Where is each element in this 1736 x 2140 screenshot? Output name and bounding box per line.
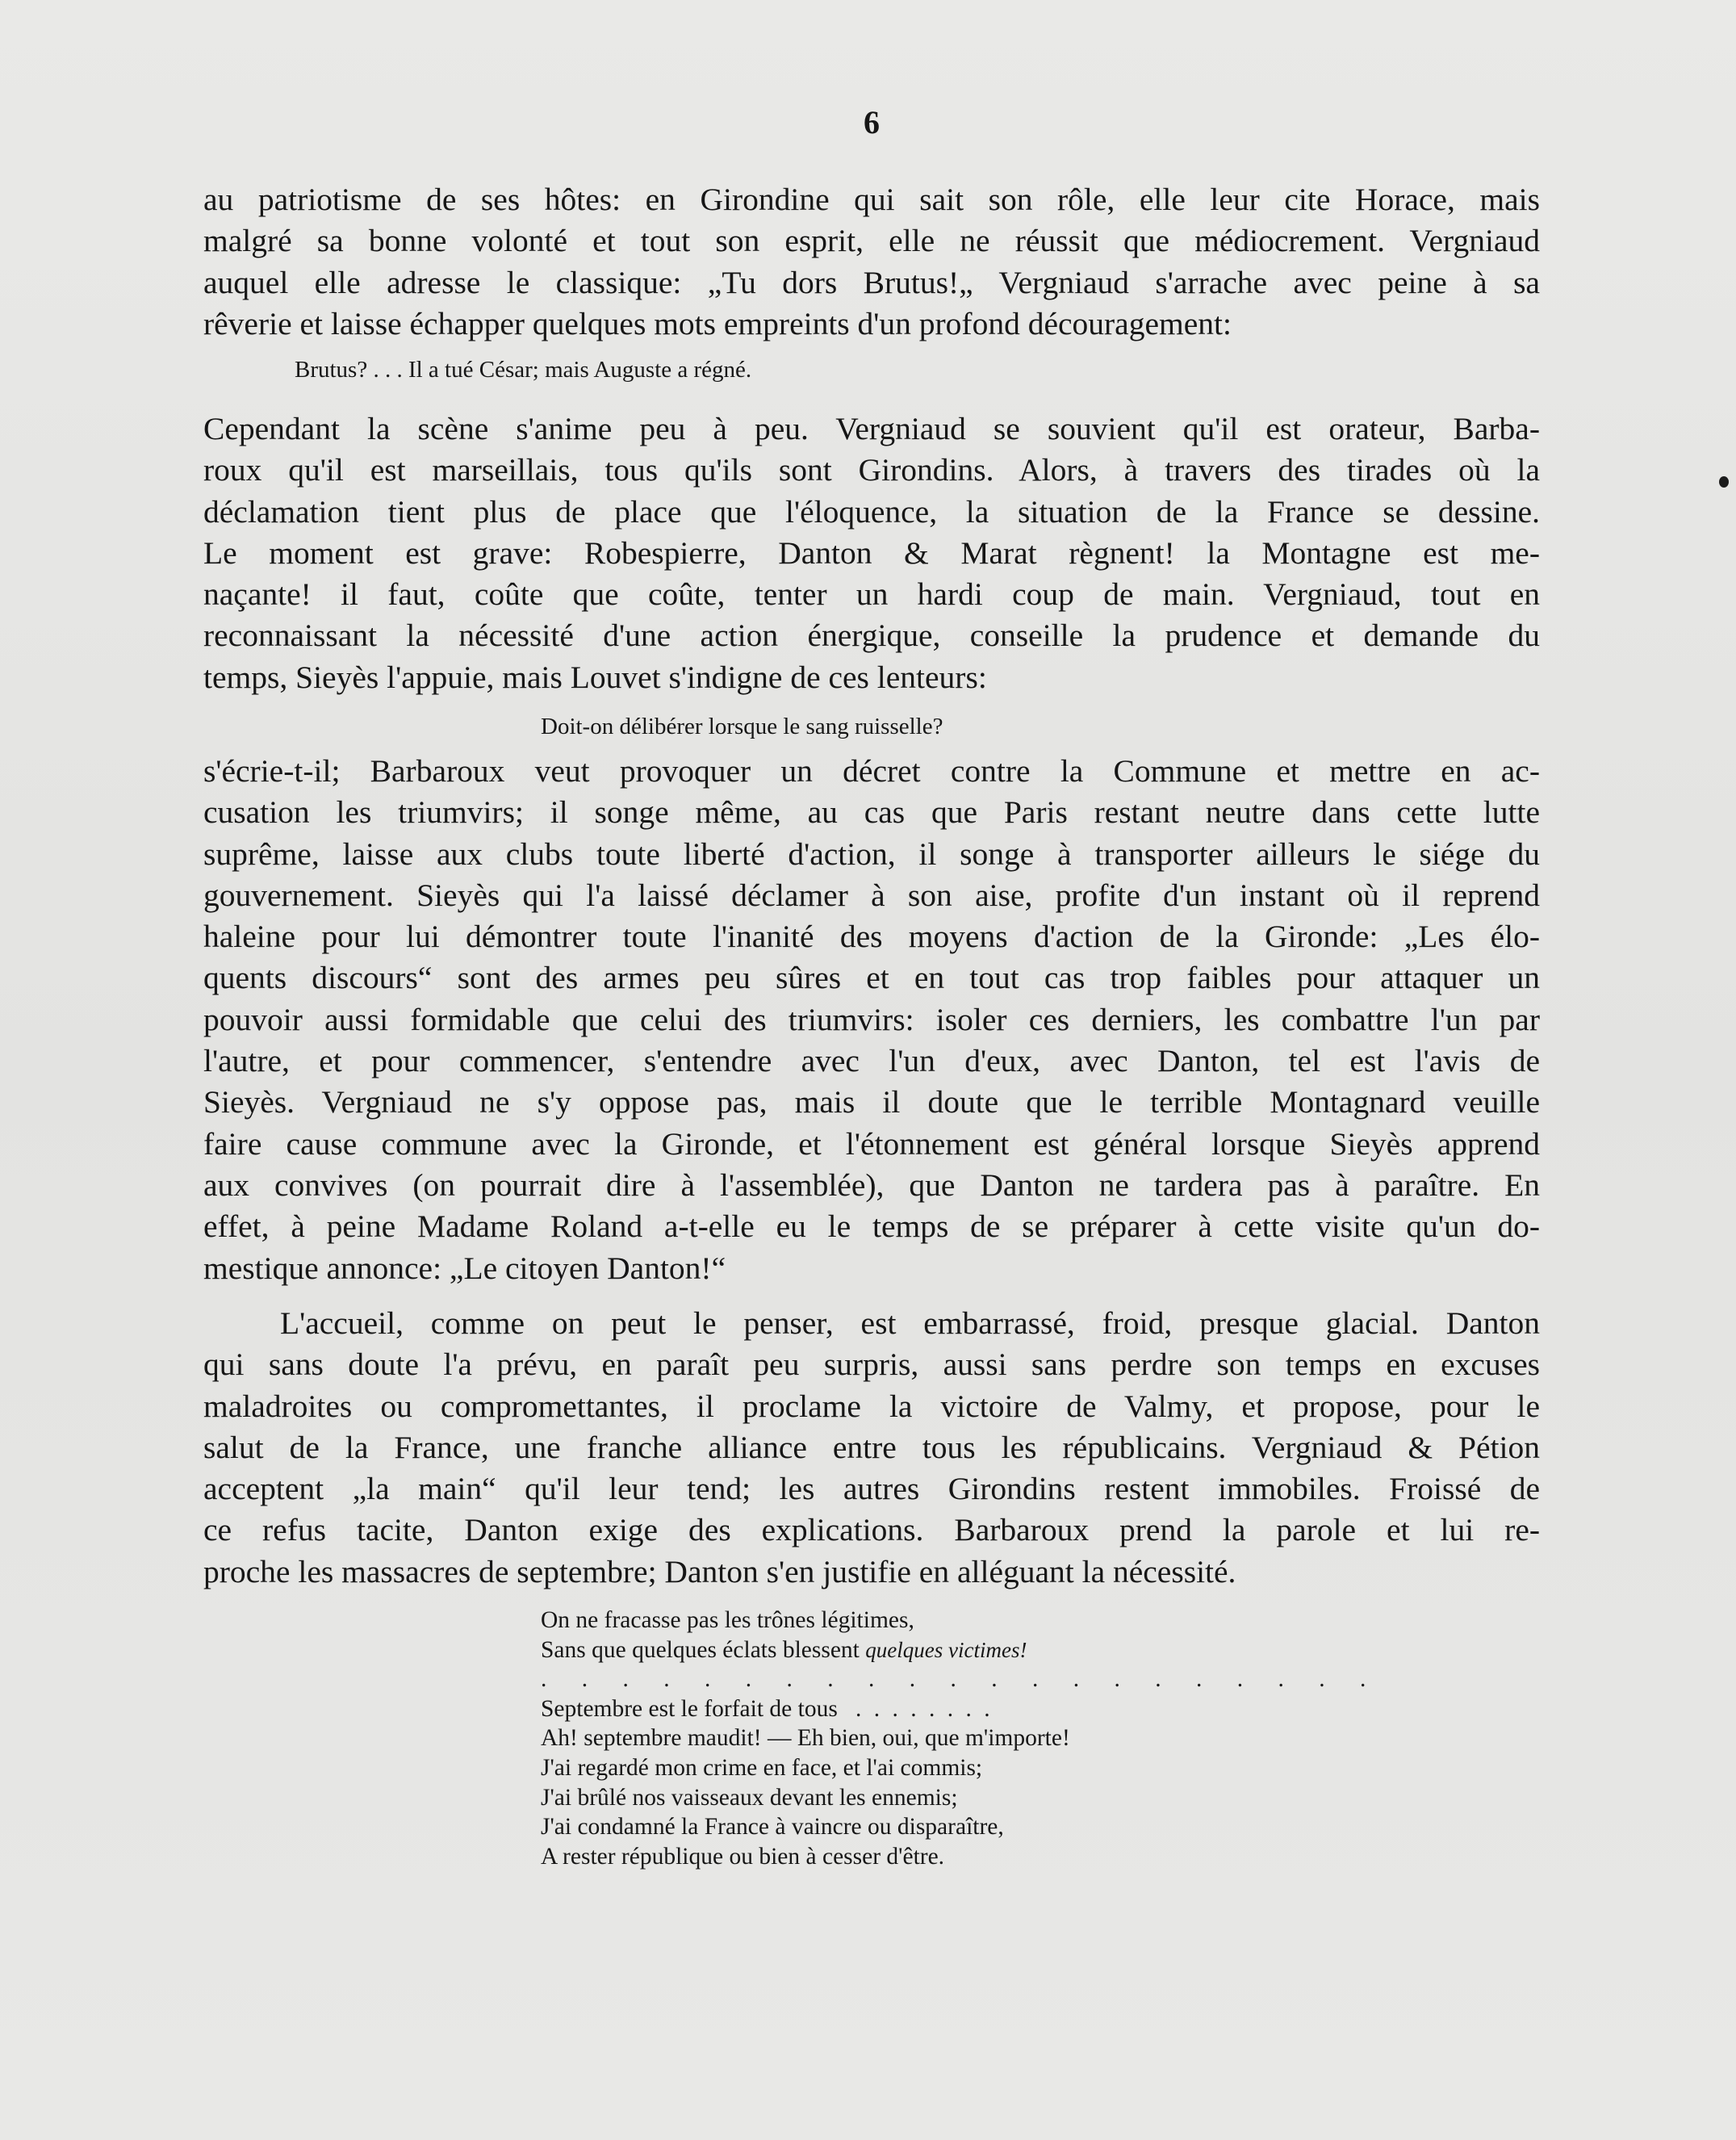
text-line: gouvernement. Sieyès qui l'a laissé déclamer à son aise, profite d'un instant où il reprend [203, 877, 1540, 913]
text-line: Sieyès. Vergniaud ne s'y oppose pas, mais il doute que le terrible Montagnard veuille [203, 1084, 1540, 1120]
verse-ellipsis-row: . . . . . . . . . . . . . . . . . . . . . [541, 1666, 1381, 1693]
text-line: faire cause commune avec la Gironde, et l'étonnement est général lorsque Sieyès apprend [203, 1125, 1540, 1162]
text-line: pouvoir aussi formidable que celui des triumvirs: isoler ces derniers, les combattre l'un par [203, 1001, 1540, 1037]
verse-line-dots: . . . . . . . . [855, 1695, 993, 1722]
text-line: déclamation tient plus de place que l'éloquence, la situation de la France se dessine. [203, 493, 1540, 530]
paragraph-1 [203, 179, 1540, 345]
text-line: quents discours“ sont des armes peu sûres et en tout cas trop faibles pour attaquer un [203, 960, 1540, 996]
verse-line: J'ai brûlé nos vaisseaux devant les ennemis; [541, 1784, 958, 1811]
quote-louvet: Doit-on délibérer lorsque le sang ruisselle? [541, 714, 943, 739]
verse-line: J'ai condamné la France à vaincre ou disparaître, [541, 1814, 1004, 1841]
verse-line: J'ai regardé mon crime en face, et l'ai commis; [541, 1754, 983, 1781]
text-line: haleine pour lui démontrer toute l'inanité des moyens d'action de la Gironde: „Les élo- [203, 919, 1540, 955]
text-line: Cependant la scène s'anime peu à peu. Vergniaud se souvient qu'il est orateur, Barba- [203, 411, 1540, 446]
verse-line-main: Septembre est le forfait de tous [541, 1695, 838, 1722]
text-line: maladroites ou compromettantes, il proclame la victoire de Valmy, et propose, pour le [203, 1388, 1540, 1424]
text-line: auquel elle adresse le classique: „Tu dors Brutus!„ Vergniaud s'arrache avec peine à sa [203, 264, 1540, 300]
verse-line-main: Sans que quelques éclats blessent [541, 1636, 866, 1663]
text-line: roux qu'il est marseillais, tous qu'ils sont Girondins. Alors, à travers des tirades où la [203, 452, 1540, 488]
text-line: proche les massacres de septembre; Danton s'en justifie en alléguant la nécessité. [203, 1553, 1236, 1589]
paragraph-3 [203, 751, 1540, 1289]
text-line: Le moment est grave: Robespierre, Danton & Marat règnent! la Montagne est me- [203, 534, 1540, 571]
verse-line-italic: quelques victimes! [865, 1637, 1027, 1662]
text-line: l'autre, et pour commencer, s'entendre avec l'un d'eux, avec Danton, tel est l'avis de [203, 1043, 1540, 1079]
verse-line [541, 1635, 1380, 1665]
text-line: ce refus tacite, Danton exige des explications. Barbaroux prend la parole et lui re- [203, 1512, 1540, 1548]
verse-line: A rester république ou bien à cesser d'être. [541, 1843, 945, 1870]
text-line: temps, Sieyès l'appuie, mais Louvet s'indigne de ces lenteurs: [203, 659, 987, 695]
verse-line: Ah! septembre maudit! — Eh bien, oui, que m'importe! [541, 1725, 1070, 1752]
text-line: suprême, laisse aux clubs toute liberté d'action, il songe à transporter ailleurs le siége du [203, 835, 1540, 872]
quote-brutus: Brutus? . . . Il a tué César; mais Auguste a régné. [295, 357, 752, 383]
text-line: naçante! il faut, coûte que coûte, tenter un hardi coup de main. Vergniaud, tout en [203, 576, 1540, 613]
text-line: L'accueil, comme on peut le penser, est embarrassé, froid, presque glacial. Danton [280, 1305, 1540, 1341]
text-line: qui sans doute l'a prévu, en paraît peu surpris, aussi sans perdre son temps en excuses [203, 1346, 1540, 1383]
text-line: malgré sa bonne volonté et tout son esprit, elle ne réussit que médiocrement. Vergniaud [203, 223, 1540, 259]
text-line: acceptent „la main“ qu'il leur tend; les autres Girondins restent immobiles. Froissé de [203, 1471, 1540, 1507]
paragraph-4 [203, 1303, 1540, 1593]
page-number: 6 [864, 104, 880, 140]
margin-ink-dot [1719, 476, 1729, 488]
verse-line [541, 1694, 1380, 1724]
text-line: aux convives (on pourrait dire à l'assemblée), que Danton ne tardera pas à paraître. En [203, 1166, 1540, 1203]
verse-block [541, 1606, 1380, 1871]
paragraph-2 [203, 408, 1540, 698]
text-line: salut de la France, une franche alliance entre tous les républicains. Vergniaud & Pétion [203, 1429, 1540, 1465]
text-line: reconnaissant la nécessité d'une action énergique, conseille la prudence et demande du [203, 618, 1540, 654]
text-line: effet, à peine Madame Roland a-t-elle eu le temps de se préparer à cette visite qu'un do- [203, 1208, 1540, 1245]
text-line: mestique annonce: „Le citoyen Danton!“ [203, 1250, 726, 1286]
text-line: au patriotisme de ses hôtes: en Girondine qui sait son rôle, elle leur cite Horace, mais [203, 182, 1540, 217]
text-line: rêverie et laisse échapper quelques mots empreints d'un profond découragement: [203, 305, 1232, 341]
text-line: cusation les triumvirs; il songe même, au cas que Paris restant neutre dans cette lutte [203, 794, 1540, 831]
text-line: s'écrie-t-il; Barbaroux veut provoquer un décret contre la Commune et mettre en ac- [203, 753, 1540, 789]
verse-line: On ne fracasse pas les trônes légitimes, [541, 1607, 914, 1633]
